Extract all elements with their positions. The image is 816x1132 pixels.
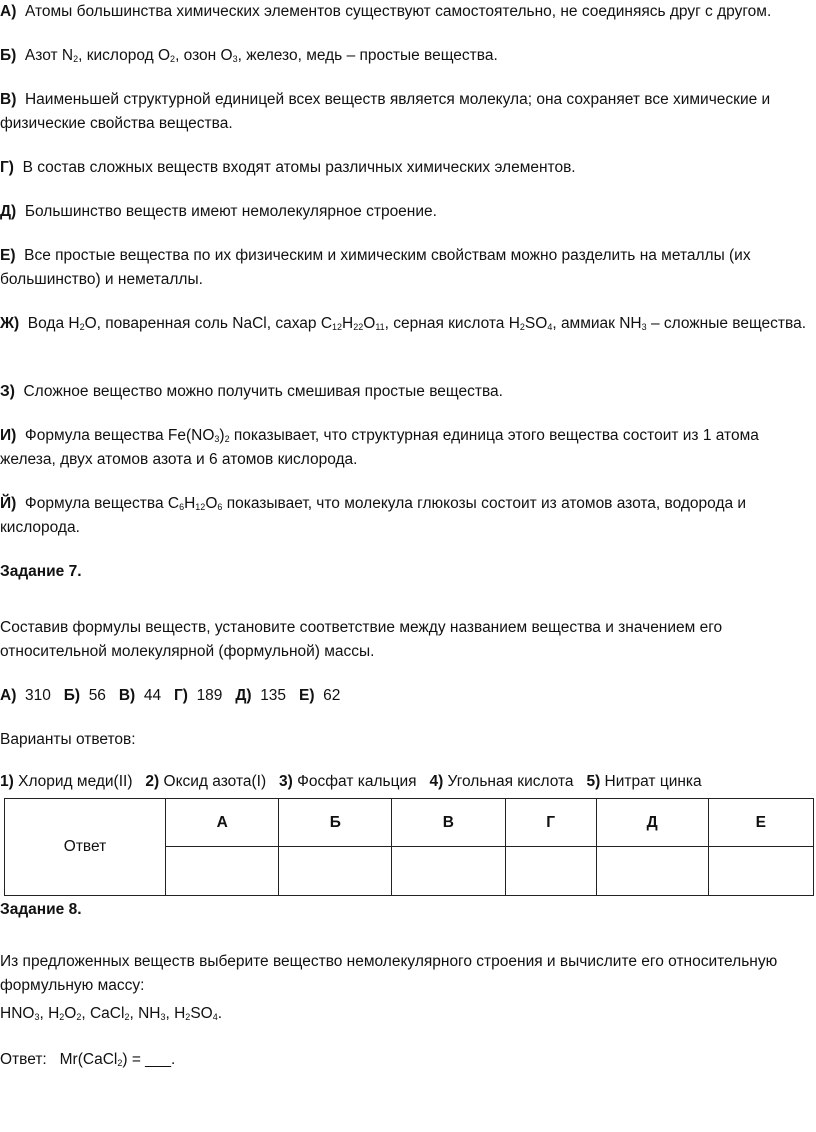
mass-label: Б) <box>63 687 81 704</box>
statement-item <box>0 0 812 24</box>
statement-text: Наименьшей структурной единицей всех веществ является молекула; она сохраняет все химические и физические свойства вещества. <box>0 91 771 132</box>
variant-number: 4) <box>429 773 444 790</box>
statement-label: Ж) <box>0 315 20 332</box>
variant-text: Нитрат цинка <box>600 773 711 790</box>
mass-label: Г) <box>174 687 188 704</box>
statement-text: Атомы большинства химических элементов существуют самостоятельно, не соединяясь друг с другом. <box>16 3 772 20</box>
statement-text: Сложное вещество можно получить смешивая простые вещества. <box>14 383 503 400</box>
variant-text: Хлорид меди(II) <box>13 773 146 790</box>
variant-text: Фосфат кальция <box>292 773 430 790</box>
mass-value: 56 <box>80 687 119 704</box>
statement-label: В) <box>0 91 17 108</box>
mass-label: А) <box>0 687 17 704</box>
answer-col-header: А <box>166 799 279 847</box>
task8-title: Задание 8. <box>0 901 82 918</box>
mass-value: 310 <box>16 687 64 704</box>
answer-cell-e[interactable] <box>708 847 813 896</box>
statement-text: Вода $H_2O$, поваренная соль NaCl, сахар $C_{12}H_{22}O_{11}$, серная кислота $H_2SO_4$, аммиак $NH_3$ – сложные вещества. <box>19 315 807 332</box>
statement-item <box>0 424 812 472</box>
answer-col-header: Д <box>596 799 708 847</box>
statement-label: И) <box>0 427 17 444</box>
mass-label: В) <box>118 687 136 704</box>
answer-cell-b[interactable] <box>279 847 392 896</box>
answer-row-label: Ответ <box>5 799 166 896</box>
statement-item <box>0 200 812 224</box>
statement-item <box>0 44 812 68</box>
statement-text: Формула вещества $Fe(NO_3)_2$ показывает, что структурная единица этого вещества состоит из 1 атома железа, двух атомов азота и 6 атомов кислорода. <box>0 427 759 468</box>
answer-cell-a[interactable] <box>166 847 279 896</box>
statement-text: Все простые вещества по их физическим и химическим свойствам можно разделить на металлы (их большинство) и неметаллы. <box>0 247 751 288</box>
statement-text: Большинство веществ имеют немолекулярное строение. <box>16 203 437 220</box>
statement-item <box>0 312 812 336</box>
statement-label: Е) <box>0 247 16 264</box>
statement-label: Д) <box>0 203 17 220</box>
statement-text: Формула вещества $C_6H_{12}O_6$ показывает, что молекула глюкозы состоит из атомов азота, водорода и кислорода. <box>0 495 747 536</box>
variant-number: 1) <box>0 773 14 790</box>
mass-value: 44 <box>135 687 174 704</box>
answer-col-header: В <box>392 799 505 847</box>
task8-substances: $HNO_3$, $H_2O_2$, CaCl$_2$, $NH_3$, $H_2SO_4$. <box>0 1005 223 1022</box>
answer-col-header: Е <box>708 799 813 847</box>
mass-value: 189 <box>187 687 236 704</box>
statement-item <box>0 88 812 136</box>
task7-answer-table <box>4 798 814 896</box>
answer-cell-g[interactable] <box>505 847 596 896</box>
statement-item <box>0 244 812 292</box>
variant-number: 3) <box>279 773 293 790</box>
task7-title: Задание 7. <box>0 563 82 580</box>
statement-label: А) <box>0 3 17 20</box>
answer-cell-v[interactable] <box>392 847 505 896</box>
variant-number: 2) <box>145 773 160 790</box>
mass-label: Д) <box>235 687 252 704</box>
statement-label: Б) <box>0 47 17 64</box>
variant-number: 5) <box>586 773 601 790</box>
task7-variants-title: Варианты ответов: <box>0 731 136 748</box>
answer-col-header: Г <box>505 799 596 847</box>
statement-label: Й) <box>0 495 17 512</box>
task7-variants <box>0 770 710 794</box>
task7-masses <box>0 684 353 708</box>
statement-label: Г) <box>0 159 14 176</box>
mass-value: 135 <box>251 687 299 704</box>
statement-label: З) <box>0 383 15 400</box>
answer-cell-d[interactable] <box>596 847 708 896</box>
statement-item <box>0 380 812 404</box>
variant-text: Оксид азота(I) <box>159 773 280 790</box>
statement-item <box>0 156 812 180</box>
mass-label: Е) <box>298 687 315 704</box>
answer-col-header: Б <box>279 799 392 847</box>
mass-value: 62 <box>314 687 354 704</box>
statement-text: Азот $N_2$, кислород $O_2$, озон $O_3$, железо, медь – простые вещества. <box>16 47 498 64</box>
task8-prompt: Из предложенных веществ выберите вещество немолекулярного строения и вычислите его относительную формульную массу: <box>0 953 778 994</box>
variant-text: Угольная кислота <box>443 773 587 790</box>
task8-answer-line: Ответ: Mr(CaCl$_2$) = ___. <box>0 1051 176 1068</box>
task7-prompt: Составив формулы веществ, установите соответствие между названием вещества и значением его относительной молекулярной (формульной) массы. <box>0 619 723 660</box>
statement-item <box>0 492 812 540</box>
statement-text: В состав сложных веществ входят атомы различных химических элементов. <box>13 159 576 176</box>
